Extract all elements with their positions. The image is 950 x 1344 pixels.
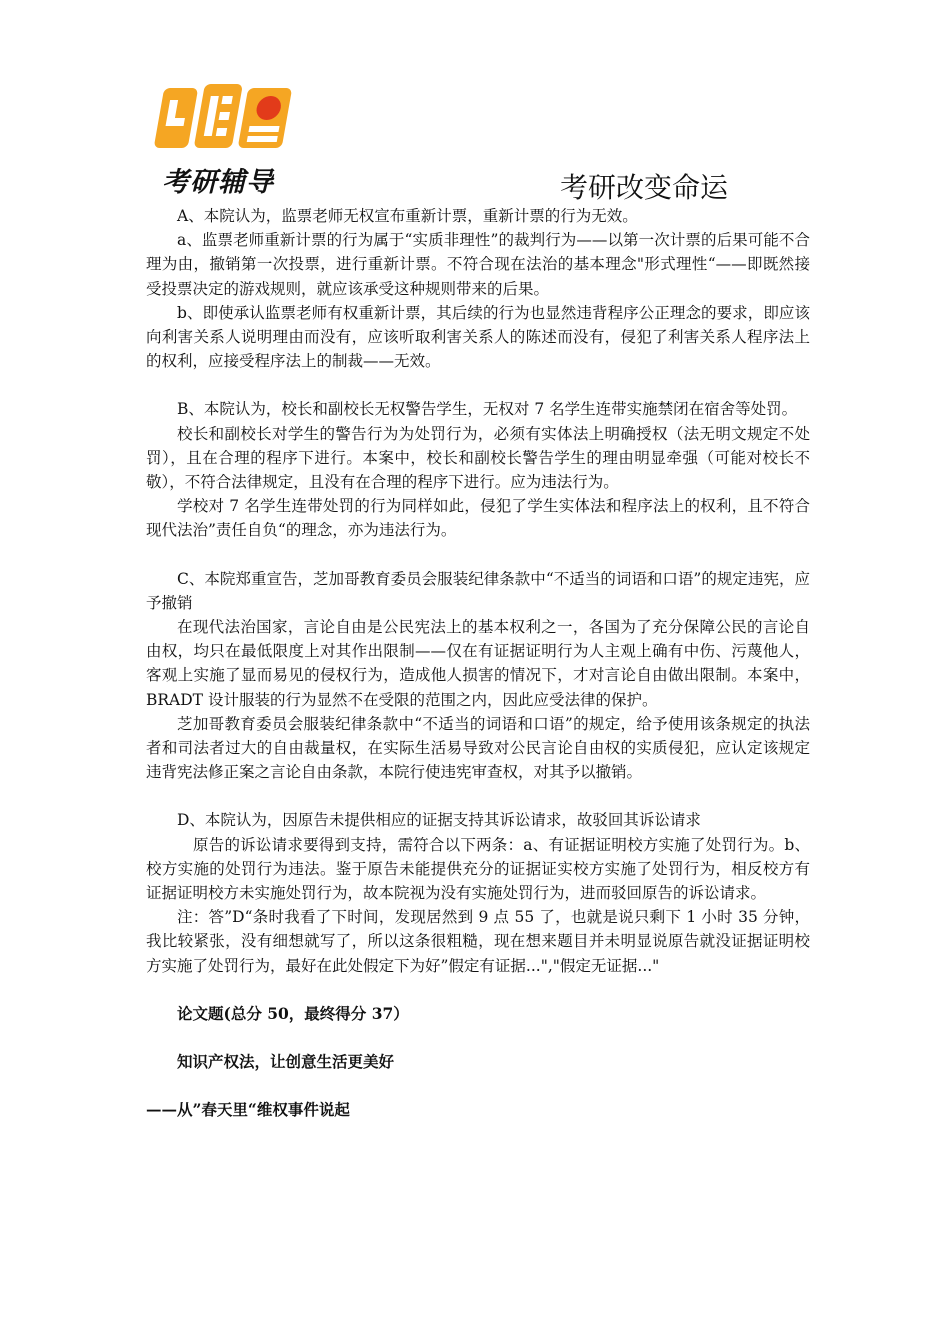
paragraph: B、本院认为，校长和副校长无权警告学生，无权对 7 名学生连带实施禁闭在宿舍等处罚。 <box>177 400 798 419</box>
paragraph: A、本院认为，监票老师无权宣布重新计票，重新计票的行为无效。 <box>177 207 638 225</box>
paragraph: 原告的诉讼请求要得到支持，需符合以下两条：a、有证据证明校方实施了处罚行为。b、校方实施的处罚行为违法。鉴于原告未能提供充分的证据证实校方实施了处罚行为，相反校方有证据证明校方未实施处罚行为，故本院视为没有实施处罚行为，进而驳回原告的诉讼请求。 <box>146 835 810 903</box>
document-body <box>146 204 810 1123</box>
paragraph: 芝加哥教育委员会服装纪律条款中“不适当的词语和口语”的规定，给予使用该条规定的执法者和司法者过大的自由裁量权，在实际生活易导致对公民言论自由权的实质侵犯，应认定该规定违背宪法修正案之言论自由条款，本院行使违宪审查权，对其予以撤销。 <box>146 714 810 782</box>
logo-mark-icon <box>150 78 300 158</box>
paragraph-spacer <box>146 1026 810 1050</box>
paragraph-spacer <box>146 543 810 567</box>
paragraph: ——从”春天里“维权事件说起 <box>146 1100 350 1120</box>
logo-subtitle: 考研辅导 <box>162 167 274 198</box>
paragraph: D、本院认为，因原告未提供相应的证据支持其诉讼请求，故驳回其诉讼请求 <box>177 811 701 830</box>
paragraph-spacer <box>146 373 810 397</box>
header-slogan: 考研改变命运 <box>560 171 729 204</box>
paragraph: b、即使承认监票老师有权重新计票，其后续的行为也显然违背程序公正理念的要求，即应该向利害关系人说明理由而没有，应该听取利害关系人的陈述而没有，侵犯了利害关系人程序法上的权利，应接受程序法上的制裁——无效。 <box>146 303 810 371</box>
paragraph: 注：答”D“条时我看了下时间，发现居然到 9 点 55 了，也就是说只剩下 1 小时 35 分钟，我比较紧张，没有细想就写了，所以这条很粗糙，现在想来题目并未明显说原告就没证据证明校方实施了处罚行为，最好在此处假定下为好”假定有证据...","假定无证据..." <box>146 908 810 975</box>
paragraph: 在现代法治国家，言论自由是公民宪法上的基本权利之一，各国为了充分保障公民的言论自由权，均只在最低限度上对其作出限制——仅在有证据证明行为人主观上确有中伤、污蔑他人，客观上实施了显而易见的侵权行为，造成他人损害的情况下，才对言论自由做出限制。本案中，BRADT 设计服装的行为显然不在受限的范围之内，因此应受法律的保护。 <box>146 618 810 709</box>
paragraph-spacer <box>146 978 810 1002</box>
paragraph: 论文题(总分 50，最终得分 37） <box>177 1003 409 1023</box>
paragraph-spacer <box>146 784 810 808</box>
paragraph: a、监票老师重新计票的行为属于“实质非理性”的裁判行为——以第一次计票的后果可能不合理为由，撤销第一次投票，进行重新计票。不符合现在法治的基本理念"形式理性“——即既然接受投票决定的游戏规则，就应该承受这种规则带来的后果。 <box>146 231 810 298</box>
paragraph: 知识产权法，让创意生活更美好 <box>177 1052 395 1072</box>
paragraph: C、本院郑重宣告，芝加哥教育委员会服装纪律条款中“不适当的词语和口语”的规定违宪，应予撤销 <box>146 569 810 612</box>
paragraph: 学校对 7 名学生连带处罚的行为同样如此，侵犯了学生实体法和程序法上的权利，且不符合现代法治”责任自负“的理念，亦为违法行为。 <box>146 497 810 540</box>
paragraph: 校长和副校长对学生的警告行为为处罚行为，必须有实体法上明确授权（法无明文规定不处罚），且在合理的程序下进行。本案中，校长和副校长警告学生的理由明显牵强（可能对校长不敬），不符合法律规定，且没有在合理的程序下进行。应为违法行为。 <box>146 424 810 492</box>
paragraph-spacer <box>146 1074 810 1098</box>
